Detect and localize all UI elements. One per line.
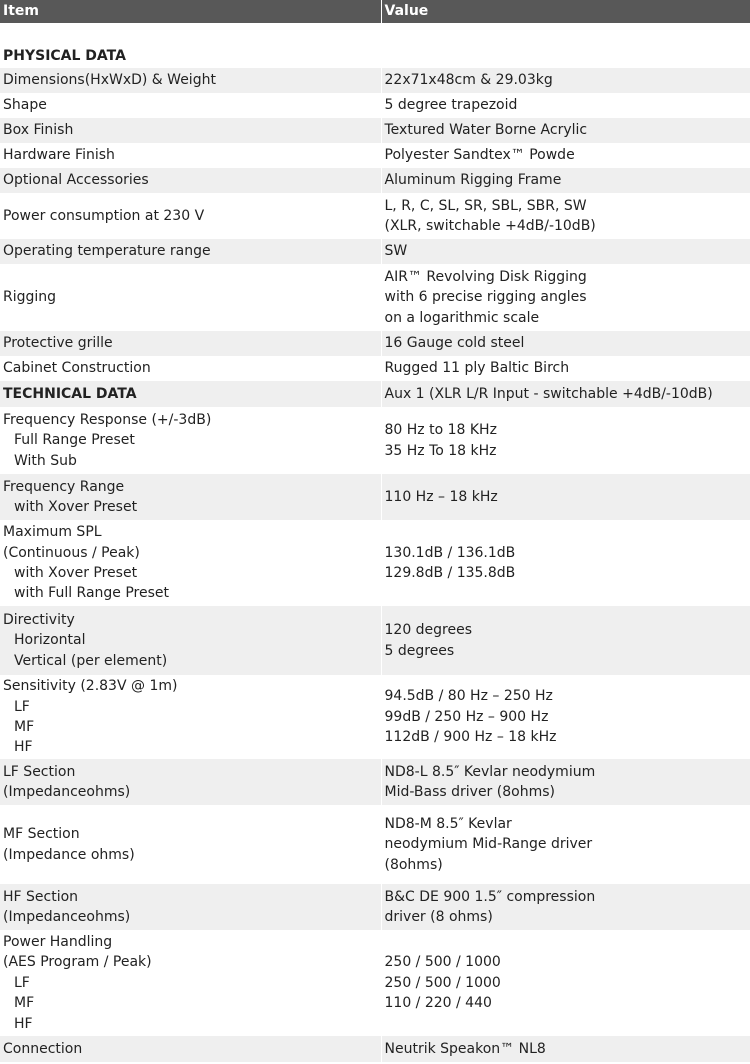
item-cell: Protective grille bbox=[0, 331, 381, 356]
section-technical-row bbox=[0, 381, 750, 407]
spacer-row bbox=[0, 23, 750, 45]
value-cell: L, R, C, SL, SR, SBL, SBR, SW (XLR, switchable +4dB/-10dB) bbox=[381, 193, 750, 239]
item-cell: MF Section (Impedance ohms) bbox=[0, 805, 381, 884]
item-cell: Rigging bbox=[0, 264, 381, 331]
header-item: Item bbox=[0, 0, 381, 23]
item-cell: Power consumption at 230 V bbox=[0, 193, 381, 239]
value-cell: Neutrik Speakon™ NL8 bbox=[381, 1036, 750, 1062]
value-cell: 22x71x48cm & 29.03kg bbox=[381, 68, 750, 93]
section-title-technical: TECHNICAL DATA bbox=[0, 381, 381, 407]
table-row bbox=[0, 143, 750, 168]
item-cell: HF Section (Impedanceohms) bbox=[0, 884, 381, 930]
table-row bbox=[0, 675, 750, 759]
header-value: Value bbox=[381, 0, 750, 23]
item-cell: Dimensions(HxWxD) & Weight bbox=[0, 68, 381, 93]
item-cell: Frequency Response (+/-3dB) Full Range Preset With Sub bbox=[0, 407, 381, 474]
table-row bbox=[0, 239, 750, 264]
value-cell: 80 Hz to 18 KHz 35 Hz To 18 kHz bbox=[381, 407, 750, 474]
table-row bbox=[0, 168, 750, 193]
value-cell: SW bbox=[381, 239, 750, 264]
value-cell: 110 Hz – 18 kHz bbox=[381, 474, 750, 520]
table-row bbox=[0, 407, 750, 474]
table-row bbox=[0, 68, 750, 93]
table-row bbox=[0, 118, 750, 143]
value-cell: Textured Water Borne Acrylic bbox=[381, 118, 750, 143]
value-cell: 250 / 500 / 1000 250 / 500 / 1000 110 / 220 / 440 bbox=[381, 930, 750, 1036]
item-cell: Connection bbox=[0, 1036, 381, 1062]
value-cell: B&C DE 900 1.5″ compression driver (8 ohms) bbox=[381, 884, 750, 930]
item-cell: Maximum SPL (Continuous / Peak) with Xover Preset with Full Range Preset bbox=[0, 520, 381, 606]
value-cell: 120 degrees 5 degrees bbox=[381, 606, 750, 675]
value-cell: 130.1dB / 136.1dB 129.8dB / 135.8dB bbox=[381, 520, 750, 606]
section-title-physical: PHYSICAL DATA bbox=[0, 45, 381, 68]
table-row bbox=[0, 331, 750, 356]
item-cell: LF Section (Impedanceohms) bbox=[0, 759, 381, 805]
header-row bbox=[0, 0, 750, 23]
item-cell: Hardware Finish bbox=[0, 143, 381, 168]
item-cell: Optional Accessories bbox=[0, 168, 381, 193]
item-cell: Shape bbox=[0, 93, 381, 118]
table-row bbox=[0, 193, 750, 239]
table-row bbox=[0, 474, 750, 520]
value-cell: 5 degree trapezoid bbox=[381, 93, 750, 118]
value-cell: Polyester Sandtex™ Powde bbox=[381, 143, 750, 168]
table-row bbox=[0, 356, 750, 381]
section-physical-row bbox=[0, 45, 750, 68]
table-row bbox=[0, 759, 750, 805]
item-cell: Box Finish bbox=[0, 118, 381, 143]
table-row bbox=[0, 884, 750, 930]
value-cell: Aluminum Rigging Frame bbox=[381, 168, 750, 193]
item-cell: Power Handling (AES Program / Peak) LF MF HF bbox=[0, 930, 381, 1036]
value-cell: 94.5dB / 80 Hz – 250 Hz 99dB / 250 Hz – 900 Hz 112dB / 900 Hz – 18 kHz bbox=[381, 675, 750, 759]
item-cell: Sensitivity (2.83V @ 1m) LF MF HF bbox=[0, 675, 381, 759]
table-row bbox=[0, 930, 750, 1036]
table-row bbox=[0, 805, 750, 884]
value-cell: Aux 1 (XLR L/R Input - switchable +4dB/-10dB) bbox=[381, 381, 750, 407]
item-cell: Directivity Horizontal Vertical (per element) bbox=[0, 606, 381, 675]
value-cell: ND8-L 8.5″ Kevlar neodymium Mid-Bass driver (8ohms) bbox=[381, 759, 750, 805]
table-row bbox=[0, 1036, 750, 1062]
value-cell: AIR™ Revolving Disk Rigging with 6 precise rigging angles on a logarithmic scale bbox=[381, 264, 750, 331]
table-row bbox=[0, 264, 750, 331]
value-cell: Rugged 11 ply Baltic Birch bbox=[381, 356, 750, 381]
table-row bbox=[0, 606, 750, 675]
item-cell: Frequency Range with Xover Preset bbox=[0, 474, 381, 520]
table-row bbox=[0, 93, 750, 118]
item-cell: Cabinet Construction bbox=[0, 356, 381, 381]
item-cell: Operating temperature range bbox=[0, 239, 381, 264]
value-cell: 16 Gauge cold steel bbox=[381, 331, 750, 356]
table-row bbox=[0, 520, 750, 606]
value-cell: ND8-M 8.5″ Kevlar neodymium Mid-Range driver (8ohms) bbox=[381, 805, 750, 884]
